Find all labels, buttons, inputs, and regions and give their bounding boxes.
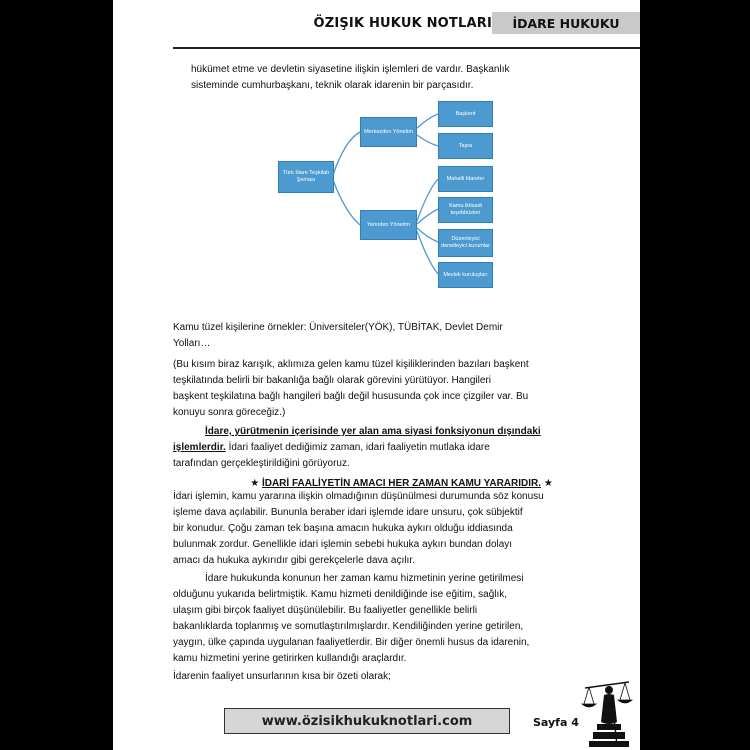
text-line: işleme dava açılabilir. Bununla beraber idari işlemde idare unsuru, çok sübjektif: [173, 507, 523, 518]
text-span: İdare hukukunda konunun her zaman kamu hizmetinin yerine getirilmesi: [205, 573, 524, 584]
text-line: bulunmak zordur. Genellikle idari işlemin sebebi hukuka aykırı bundan dolayı: [173, 539, 513, 550]
connector-line: [417, 209, 438, 224]
document-page: [113, 0, 640, 750]
connector-line: [417, 135, 438, 146]
text-line: yaygın, ülke çapında uygulanan faaliyetlerdir. Bir diğer önemli husus da idarenin,: [173, 637, 530, 648]
text-line: bakanlıklarda toplanmış ve somutlaştırılmışlardır. Kendiliğinden yerine getirilen,: [173, 621, 524, 632]
summary-intro: İdarenin faaliyet unsurlarının kısa bir özeti olarak;: [173, 671, 391, 682]
diagram-leaf-box: Kamu iktisadi teşebbüsleri: [438, 197, 493, 223]
text-line: olduğunu yukarıda belirtmiştik. Kamu hizmeti denildiğinde ise eğitim, sağlık,: [173, 589, 508, 600]
connector-line: [417, 231, 438, 274]
note-paragraph: [173, 357, 529, 421]
diagram-leaf-box: Meslek kuruluşları: [438, 262, 493, 288]
header-title: ÖZIŞIK HUKUK NOTLARI: [313, 16, 492, 31]
heading-text: İDARİ FAALİYETİN AMACI HER ZAMAN KAMU YARARIDIR.: [261, 478, 542, 489]
star-icon: ★: [250, 478, 260, 489]
text-line: (Bu kısım biraz karışık, aklımıza gelen kamu tüzel kişiliklerinden bazıları başkent: [173, 359, 529, 370]
intro-paragraph: [191, 62, 509, 94]
definition-emphasis: İdare, yürütmenin içerisinde yer alan ama siyasi fonksiyonun dışındaki: [205, 426, 541, 437]
connector-line: [417, 179, 438, 221]
text-line: kamu hizmetini yerine getirirken kullandığı araçlardır.: [173, 653, 407, 664]
diagram-leaf-box: Başkent: [438, 101, 493, 127]
examples-paragraph: [173, 320, 503, 352]
text-span: İdari faaliyet dediğimiz zaman, idari faaliyetin mutlaka idare: [225, 442, 490, 453]
connector-line: [417, 228, 438, 242]
footer-website: www.özisikhukuknotlari.com: [224, 708, 510, 734]
text-line: başkent teşkilatına bağlı hangileri bağlı değil hususunda çok ince çizgiler var. Bu: [173, 391, 529, 402]
text-line: sisteminde cumhurbaşkanı, teknik olarak idarenin bir parçasıdır.: [191, 80, 474, 91]
star-icon: ★: [543, 478, 553, 489]
header-divider: [173, 47, 640, 49]
diagram-leaf-box: Taşra: [438, 133, 493, 159]
justice-statue-logo-icon: [579, 672, 637, 748]
connector-line: [333, 132, 360, 175]
text-line: İdari işlemin, kamu yararına ilişkin olmadığının düşünülmesi durumunda söz konusu: [173, 491, 544, 502]
diagram-branch-box: Merkezden Yönetim: [360, 117, 417, 147]
header-section-tab: İDARE HUKUKU: [492, 12, 640, 34]
page-header: [113, 12, 640, 36]
text-line: konuyu sonra göreceğiz.): [173, 407, 286, 418]
text-line: amacı da hukuka aykırıdır gibi gerekçelerle dava açılır.: [173, 555, 415, 566]
diagram-root-box: Türk İdare Teşkilatı Şeması: [278, 161, 334, 193]
text-line: tarafından gerçekleştirildiğini görüyoruz.: [173, 458, 350, 469]
public-service-paragraph: [173, 571, 529, 667]
definition-paragraph: [173, 424, 541, 472]
diagram-leaf-box: Mahalli İdareler: [438, 166, 493, 192]
text-line: ulaşım gibi birçok faaliyet düşünülebilir. Bu faaliyetler genellikle belirli: [173, 605, 478, 616]
text-line: Yolları…: [173, 338, 211, 349]
connector-line: [333, 180, 360, 225]
diagram-leaf-box: Düzenleyici denetleyici kurumlar: [438, 229, 493, 257]
definition-emphasis: işlemlerdir.: [173, 442, 226, 453]
purpose-paragraph: [173, 489, 544, 569]
text-line: teşkilatında belirli bir bakanlığa bağlı olarak görevini yürütüyor. Hangileri: [173, 375, 491, 386]
page-number: Sayfa 4: [533, 716, 579, 729]
text-line: Kamu tüzel kişilerine örnekler: Üniversiteler(YÖK), TÜBİTAK, Devlet Demir: [173, 322, 503, 333]
diagram-branch-box: Yerinden Yönetim: [360, 210, 417, 240]
text-line: bir konudur. Çoğu zaman tek başına amacın hukuka aykırı olduğu iddiasında: [173, 523, 513, 534]
text-line: hükümet etme ve devletin siyasetine ilişkin işlemleri de vardır. Başkanlık: [191, 64, 510, 75]
connector-line: [417, 114, 438, 128]
